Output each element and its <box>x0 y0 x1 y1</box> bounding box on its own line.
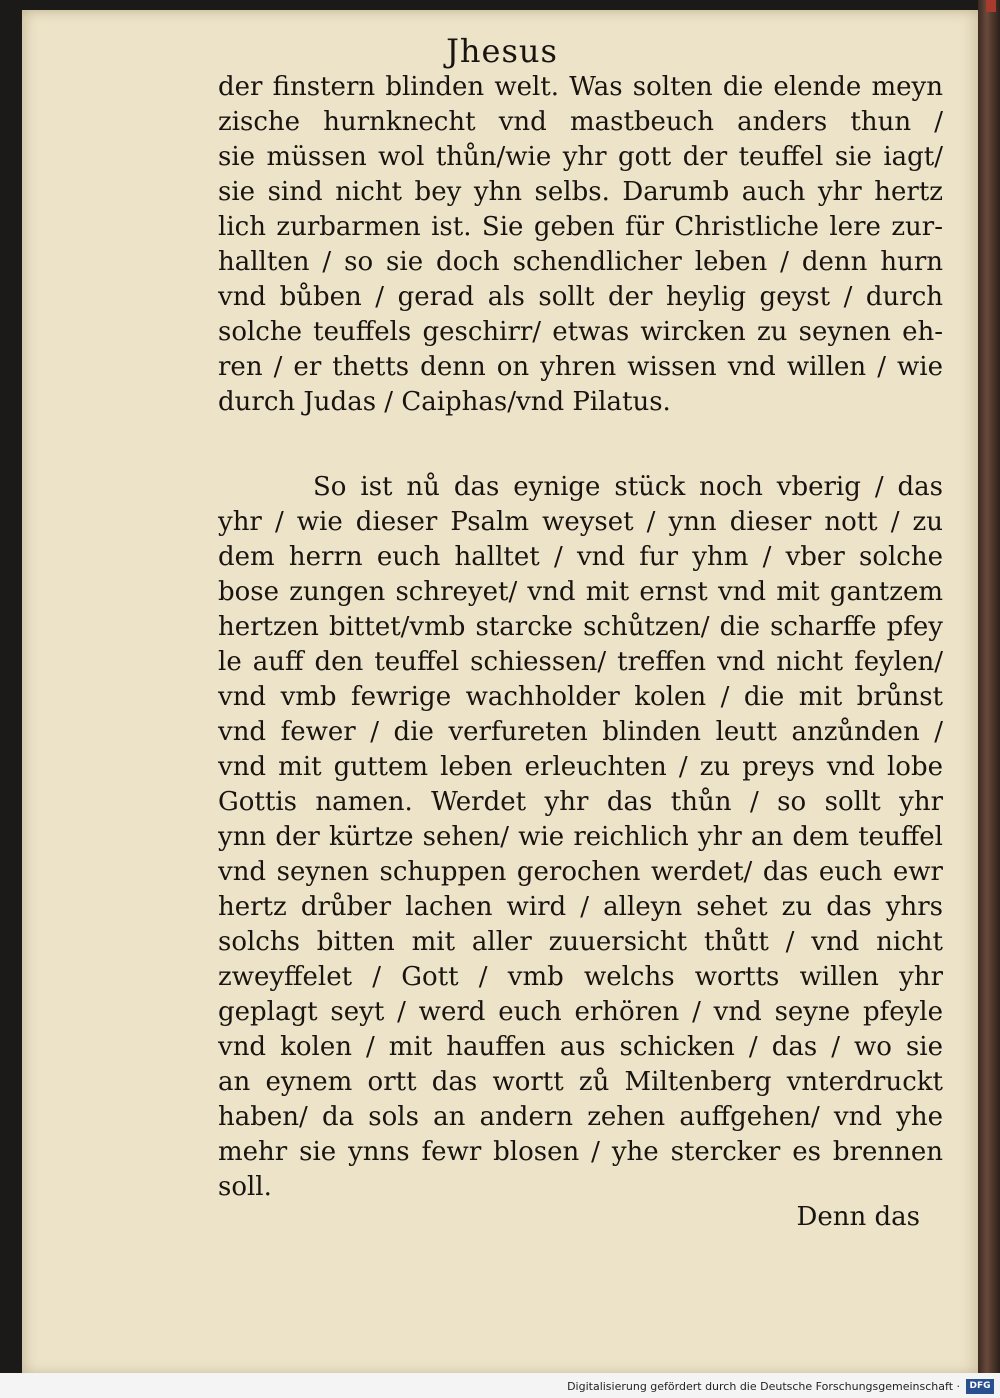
text-line: zweyffelet / Gott / vmb welchs wortts willen yhr <box>218 962 943 992</box>
catchword: Denn das <box>796 1202 920 1232</box>
text-line: So ist nů das eynige stück noch vberig / das <box>313 472 943 502</box>
bookmark-ribbon <box>986 0 996 12</box>
text-line: vnd bůben / gerad als sollt der heylig geyst / durch <box>218 282 943 312</box>
text-line: an eynem ortt das wortt zů Miltenberg vnterdruckt <box>218 1067 943 1097</box>
dfg-logo-icon: DFG <box>966 1379 994 1394</box>
text-line: sie müssen wol thůn/wie yhr gott der teuffel sie iagt/ <box>218 142 943 172</box>
text-line: hallten / so sie doch schendlicher leben / denn hurn <box>218 247 943 277</box>
text-line: hertzen bittet/vmb starcke schůtzen/ die scharffe pfey <box>218 612 943 642</box>
text-line: le auff den teuffel schiessen/ treffen vnd nicht feylen/ <box>218 647 943 677</box>
text-line: vnd kolen / mit hauffen aus schicken / das / wo sie <box>218 1032 943 1062</box>
text-line: solche teuffels geschirr/ etwas wircken zu seynen eh- <box>218 317 943 347</box>
text-line: vnd fewer / die verfureten blinden leutt anzůnden / <box>218 717 943 747</box>
paragraph-1 <box>218 70 943 420</box>
text-line: solchs bitten mit aller zuuersicht thůtt / vnd nicht <box>218 927 943 957</box>
text-line: lich zurbarmen ist. Sie geben für Christliche lere zur- <box>218 212 943 242</box>
text-line: mehr sie ynns fewr blosen / yhe stercker es brennen <box>218 1137 943 1167</box>
running-head: Jhesus <box>446 32 558 70</box>
text-line: Gottis namen. Werdet yhr das thůn / so sollt yhr <box>218 787 943 817</box>
paragraph-2 <box>218 470 943 1205</box>
text-line: vnd seynen schuppen gerochen werdet/ das euch ewr <box>218 857 943 887</box>
text-block <box>218 70 943 1205</box>
text-line: geplagt seyt / werd euch erhören / vnd seyne pfeyle <box>218 997 943 1027</box>
footer-credit: Digitalisierung gefördert durch die Deutsche Forschungsgemeinschaft · <box>567 1380 960 1393</box>
text-line: yhr / wie dieser Psalm weyset / ynn dieser nott / zu <box>218 507 943 537</box>
text-line: ynn der kürtze sehen/ wie reichlich yhr an dem teuffel <box>218 822 943 852</box>
text-line: vnd mit guttem leben erleuchten / zu preys vnd lobe <box>218 752 943 782</box>
text-line: der finstern blinden welt. Was solten die elende meyn <box>218 72 943 102</box>
book-page <box>22 10 982 1375</box>
text-line: vnd vmb fewrige wachholder kolen / die mit brůnst <box>218 682 943 712</box>
text-line: haben/ da sols an andern zehen auffgehen/ vnd yhe <box>218 1102 943 1132</box>
text-line: hertz drůber lachen wird / alleyn sehet zu das yhrs <box>218 892 943 922</box>
text-line: dem herrn euch halltet / vnd fur yhm / vber solche <box>218 542 943 572</box>
paragraph-gap <box>218 420 943 470</box>
text-line: durch Judas / Caiphas/vnd Pilatus. <box>218 387 671 417</box>
footer-bar <box>0 1373 1000 1398</box>
text-line: ren / er thetts denn on yhren wissen vnd willen / wie <box>218 352 943 382</box>
text-line: sie sind nicht bey yhn selbs. Darumb auch yhr hertz <box>218 177 943 207</box>
book-spine <box>978 0 1000 1398</box>
text-line: zische hurnknecht vnd mastbeuch anders thun / <box>218 107 943 137</box>
text-line: soll. <box>218 1172 272 1202</box>
text-line: bose zungen schreyet/ vnd mit ernst vnd mit gantzem <box>218 577 943 607</box>
